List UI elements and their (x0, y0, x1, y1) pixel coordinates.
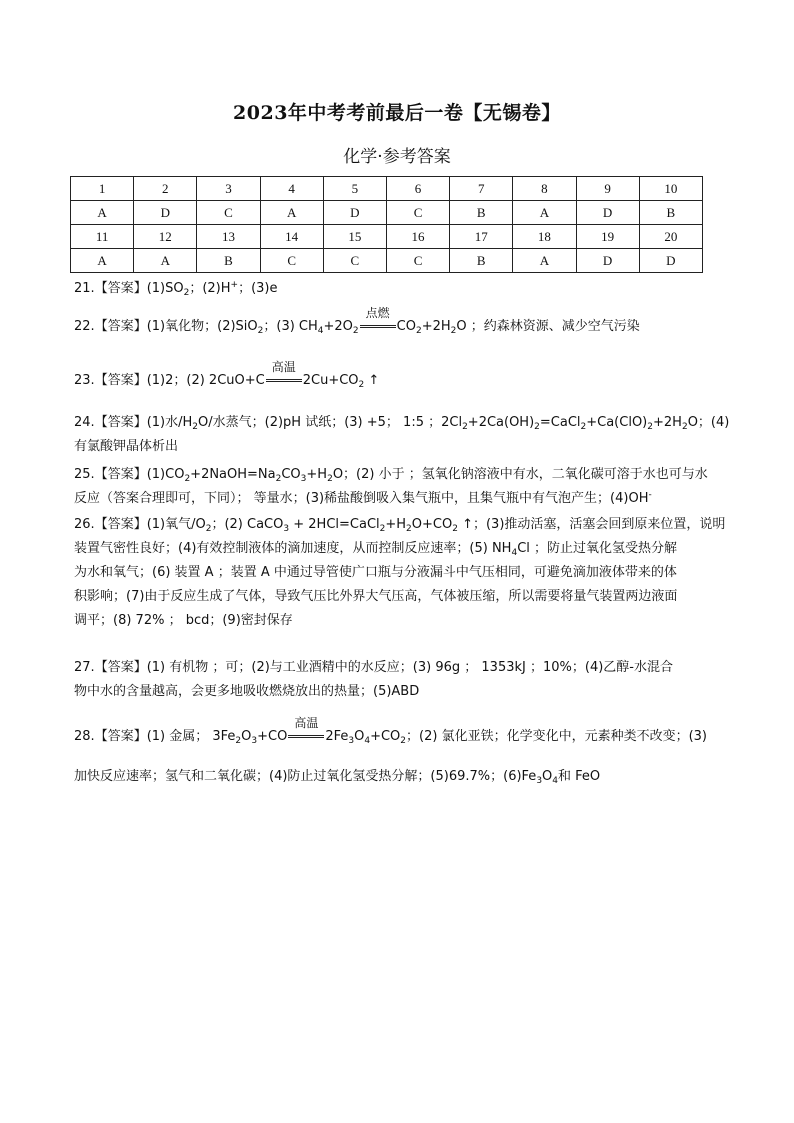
table-row (71, 249, 703, 273)
subscript: 2 (183, 288, 190, 298)
table-cell: 5 (323, 177, 386, 201)
table-cell: B (197, 249, 260, 273)
subscript: 2 (452, 524, 458, 534)
answer-text: O (542, 769, 553, 784)
table-row (71, 225, 703, 249)
subscript: 2 (358, 380, 365, 390)
answer-tag: 【答案】 (94, 517, 147, 532)
answer-text: +H (385, 517, 407, 532)
equals-bar (360, 325, 396, 328)
answer-text: ↑ (364, 373, 380, 388)
table-cell: 9 (576, 177, 639, 201)
answer-text: CO (396, 319, 416, 334)
subscript: 3 (283, 524, 290, 534)
reaction-condition: 高温 (271, 360, 296, 374)
answer-tag: 【答案】 (94, 660, 147, 675)
answer-line: 物中水的含量越高，会更多地吸收燃烧放出的热量；(5)ABD (74, 684, 420, 699)
table-cell: 10 (639, 177, 702, 201)
page-title: 2023年中考考前最后一卷【无锡卷】 (233, 102, 561, 124)
answer-text: O (241, 729, 252, 744)
answer-tag: 【答案】 (94, 729, 147, 744)
answer-line: 为水和氧气；(6) 装置 A ；装置 A 中通过导管使广口瓶与分液漏斗中气压相同，可避免滴加液体带来的体 (74, 565, 677, 580)
subscript: 2 (415, 326, 422, 336)
table-row (71, 201, 703, 225)
answer-text: +CO (370, 729, 401, 744)
table-cell: 13 (197, 225, 260, 249)
answer-text: =CaCl (539, 415, 581, 430)
reaction-condition: 高温 (294, 716, 319, 730)
table-cell: B (450, 249, 513, 273)
answer-text: O/水蒸气；(2)pH 试纸；(3) +5； 1:5 ；2Cl (198, 415, 463, 430)
table-cell: A (134, 249, 197, 273)
table-cell: 7 (450, 177, 513, 201)
answer-line (74, 537, 724, 561)
answer-text: (1)SO (146, 281, 184, 296)
answer-text: CO (281, 467, 301, 482)
table-cell: B (639, 201, 702, 225)
table-cell: A (260, 201, 323, 225)
reaction-condition-arrow (287, 716, 325, 746)
answer-text: +2O (323, 319, 353, 334)
answer-text: (1)CO (146, 467, 185, 482)
table-cell: 6 (386, 177, 449, 201)
table-cell: 8 (513, 177, 576, 201)
table-cell: 12 (134, 225, 197, 249)
answer-21 (74, 280, 724, 298)
reaction-condition-arrow (359, 306, 397, 336)
table-cell: 3 (197, 177, 260, 201)
table-cell: D (639, 249, 702, 273)
answer-text: +CO (257, 729, 288, 744)
answer-text: Cl ；防止过氧化氢受热分解 (517, 541, 678, 556)
answer-text: O；(2) 小于 ；氢氧化钠溶液中有水，二氧化碳可溶于水也可与水 (332, 467, 708, 482)
answer-24 (74, 411, 730, 459)
table-cell: A (513, 201, 576, 225)
table-cell: 14 (260, 225, 323, 249)
answer-text: ；(2) CaCO (211, 517, 284, 532)
subscript: 2 (257, 326, 264, 336)
table-cell: D (134, 201, 197, 225)
answer-tag: 【答案】 (94, 373, 147, 388)
question-number: 27. (74, 660, 95, 675)
answer-text: O ；约森林资源、减少空气污染 (456, 319, 640, 334)
table-cell: A (71, 249, 134, 273)
answer-23 (74, 360, 724, 390)
page-subtitle: 化学·参考答案 (343, 147, 451, 167)
answer-text: 加快反应速率；氢气和二氧化碳；(4)防止过氧化氢受热分解；(5)69.7%；(6)Fe (74, 769, 537, 784)
table-cell: 18 (513, 225, 576, 249)
table-cell: 1 (71, 177, 134, 201)
answer-text: ；(3)e (238, 281, 278, 296)
subscript: 2 (352, 326, 359, 336)
answer-text: +2H (421, 319, 451, 334)
answer-text: (1)水/H (146, 415, 193, 430)
subscript: 2 (534, 422, 540, 432)
superscript: + (230, 280, 239, 290)
answer-line (74, 411, 730, 435)
answer-25 (74, 463, 724, 511)
table-cell: 19 (576, 225, 639, 249)
table-cell: A (71, 201, 134, 225)
table-cell: 15 (323, 225, 386, 249)
answer-28 (74, 716, 724, 746)
table-cell: D (576, 249, 639, 273)
answer-text: +2NaOH=Na (190, 467, 276, 482)
subscript: 3 (536, 776, 543, 786)
superscript: - (648, 490, 652, 500)
answer-text: O+CO (411, 517, 453, 532)
answer-28-line-2 (74, 768, 724, 786)
question-number: 28. (74, 729, 95, 744)
subscript: 3 (300, 474, 307, 484)
subscript: 2 (681, 422, 688, 432)
subscript: 4 (317, 326, 324, 336)
answer-text: 2Cu+CO (302, 373, 359, 388)
table-cell: C (386, 201, 449, 225)
answer-text: + 2HCl=CaCl (289, 517, 380, 532)
answer-text: 反应（答案合理即可，下同）； 等量水；(3)稀盐酸倒吸入集气瓶中，且集气瓶中有气泡产生；(4)OH (74, 491, 649, 506)
table-cell: 20 (639, 225, 702, 249)
answer-text: +Ca(ClO) (586, 415, 648, 430)
question-number: 22. (74, 319, 95, 334)
answer-line (74, 656, 724, 680)
reaction-condition-arrow (265, 360, 303, 390)
equals-bar (288, 735, 324, 738)
answer-line: 有氯酸钾晶体析出 (74, 439, 179, 454)
reaction-condition: 点燃 (365, 306, 390, 320)
table-row (71, 177, 703, 201)
table-cell: A (513, 249, 576, 273)
subscript: 2 (327, 474, 333, 484)
answer-26 (74, 513, 724, 633)
table-cell: D (323, 201, 386, 225)
answer-text: (1)2；(2) 2CuO+C (146, 373, 265, 388)
table-cell: C (260, 249, 323, 273)
question-number: 21. (74, 281, 95, 296)
table-cell: 2 (134, 177, 197, 201)
table-cell: C (197, 201, 260, 225)
answer-text: +2H (653, 415, 682, 430)
equals-bar (266, 379, 302, 382)
question-number: 23. (74, 373, 95, 388)
subscript: 2 (400, 736, 407, 746)
answer-text: O；(4) (687, 415, 730, 430)
answer-27 (74, 656, 724, 704)
subscript: 3 (251, 736, 258, 746)
answer-text: 2Fe (325, 729, 349, 744)
answer-line (74, 513, 724, 537)
answer-text: +2Ca(OH) (467, 415, 535, 430)
answer-text: +H (306, 467, 328, 482)
answer-line: 调平；(8) 72% ； bcd；(9)密封保存 (74, 613, 293, 628)
answer-text: 和 FeO (558, 769, 601, 784)
subscript: 2 (184, 474, 191, 484)
answer-text: (1) 有机物 ；可；(2)与工业酒精中的水反应；(3) 96g ； 1353kJ ；10%；(4)乙醇-水混合 (146, 660, 673, 675)
answer-text: ；(2) 氯化亚铁；化学变化中，元素种类不改变；(3) (406, 729, 707, 744)
table-cell: D (576, 201, 639, 225)
subscript: 4 (511, 548, 518, 558)
answer-tag: 【答案】 (94, 467, 147, 482)
answer-line (74, 487, 724, 511)
subscript: 2 (275, 474, 282, 484)
answer-tag: 【答案】 (94, 319, 147, 334)
subscript: 2 (379, 524, 386, 534)
answer-text: (1) 金属； 3Fe (146, 729, 236, 744)
answer-line: 积影响；(7)由于反应生成了气体，导致气压比外界大气压高，气体被压缩，所以需要将量气装置两边液面 (74, 589, 678, 604)
table-cell: 17 (450, 225, 513, 249)
subscript: 4 (364, 736, 371, 746)
answer-tag: 【答案】 (94, 281, 147, 296)
subscript: 2 (647, 422, 653, 432)
subscript: 2 (205, 524, 212, 534)
subscript: 2 (192, 422, 199, 432)
answer-text: 装置气密性良好；(4)有效控制液体的滴加速度，从而控制反应速率；(5) NH (74, 541, 512, 556)
subscript: 2 (406, 524, 412, 534)
subscript: 2 (450, 326, 457, 336)
answer-text: O (354, 729, 365, 744)
answer-22 (74, 306, 724, 336)
table-cell: B (450, 201, 513, 225)
answer-text: ↑；(3)推动活塞，活塞会回到原来位置，说明 (457, 517, 726, 532)
subscript: 2 (580, 422, 587, 432)
answer-line (74, 463, 724, 487)
question-number: 24. (74, 415, 95, 430)
table-cell: C (386, 249, 449, 273)
table-cell: C (323, 249, 386, 273)
answer-text: ；(2)H (189, 281, 231, 296)
subscript: 3 (348, 736, 355, 746)
answer-text: (1)氧化物；(2)SiO (146, 319, 258, 334)
question-number: 26. (74, 517, 95, 532)
table-cell: 11 (71, 225, 134, 249)
subscript: 4 (552, 776, 559, 786)
answer-tag: 【答案】 (94, 415, 147, 430)
subscript: 2 (462, 422, 468, 432)
subscript: 2 (235, 736, 242, 746)
answer-table (70, 176, 703, 273)
question-number: 25. (74, 467, 95, 482)
answer-text: (1)氧气/O (146, 517, 206, 532)
answer-text: ；(3) CH (263, 319, 318, 334)
table-cell: 4 (260, 177, 323, 201)
table-cell: 16 (386, 225, 449, 249)
